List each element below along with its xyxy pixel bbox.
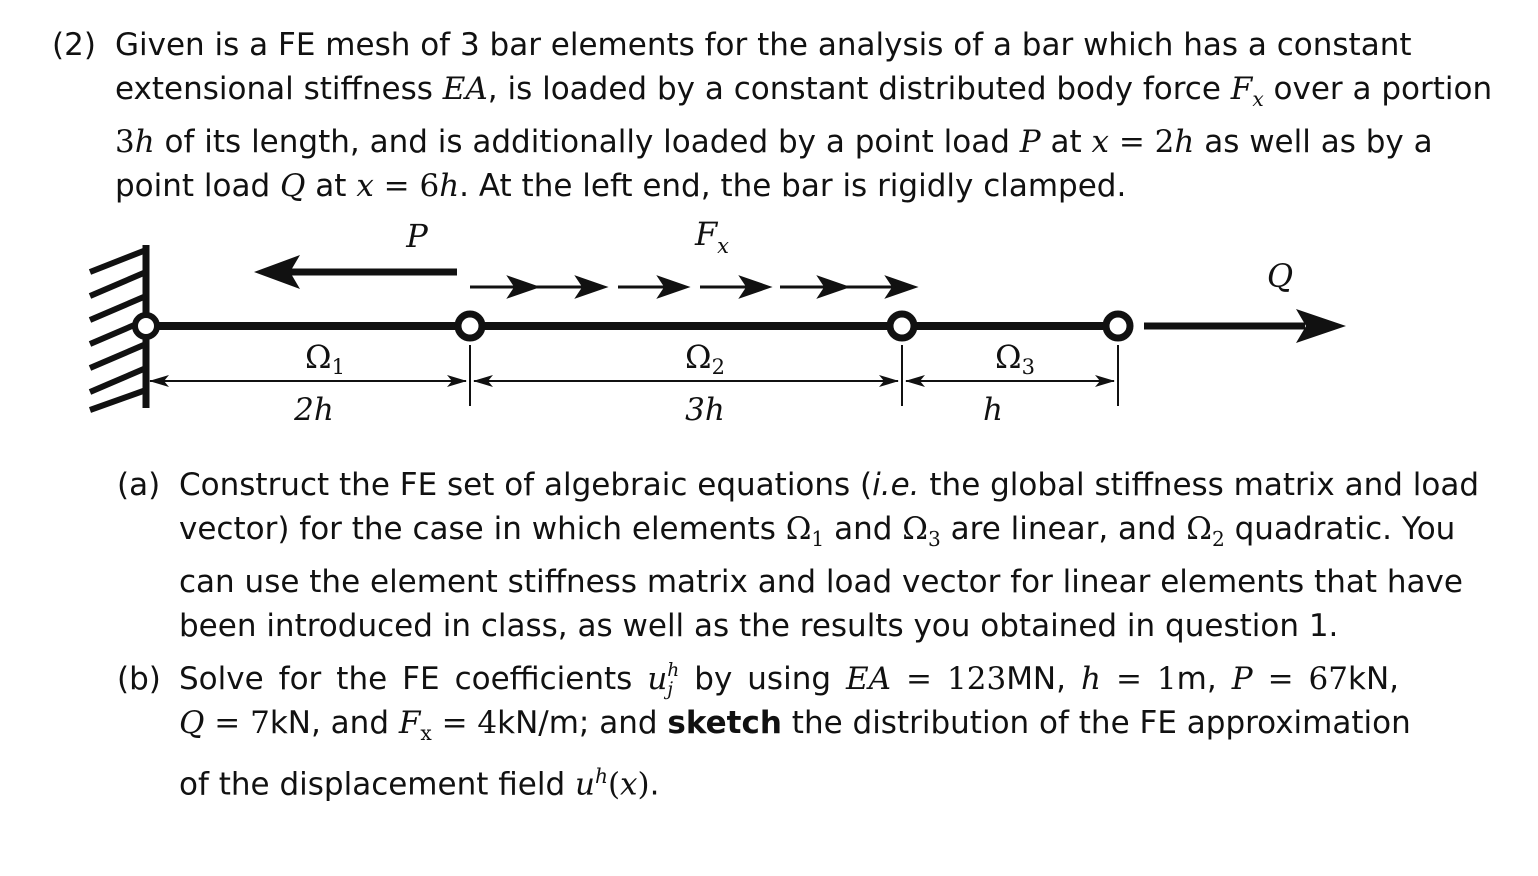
- load-P-label: P: [406, 217, 428, 255]
- text-line: Given is a FE mesh of 3 bar elements for the analysis of a bar which has a constant: [115, 27, 1412, 63]
- text-line: Construct the FE set of algebraic equations (i.e. the global stiffness matrix and load: [179, 467, 1480, 503]
- node-1: [135, 315, 157, 337]
- node-3: [890, 314, 914, 338]
- text-line: 3h of its length, and is additionally loaded by a point load P at x = 2h as well as by a: [115, 124, 1433, 161]
- text-line: vector) for the case in which elements $\Omega_1$ and $\Omega_3$ are linear, and $\Omega_2$ quadratic. You: [179, 510, 1456, 551]
- load-Fx-arrows: [470, 278, 914, 296]
- bar-mesh-figure: [0, 210, 1538, 440]
- element-label-1: Ω1: [305, 338, 345, 379]
- load-Q-arrow: [1144, 309, 1346, 343]
- part-a-text: [179, 464, 1480, 648]
- part-b-label: (b): [117, 661, 161, 697]
- element-label-3: Ω3: [995, 338, 1035, 379]
- problem-statement: [115, 24, 1493, 208]
- element-label-2: Ω2: [685, 338, 725, 379]
- text-line: Solve for the FE coefficients u h j by using EA = 123MN, h = 1m, P = 67kN,: [179, 659, 1399, 700]
- load-Fx-label: $F_x$: [694, 215, 730, 258]
- load-P-arrow: [254, 255, 457, 289]
- text-line: Q = 7kN, and $F_x = 4kN/m$; and sketch the distribution of the FE approximation: [179, 704, 1411, 745]
- text-line: can use the element stiffness matrix and load vector for linear elements that have: [179, 564, 1463, 601]
- text-line: extensional stiffness EA, is loaded by a constant distributed body force $F_x$ over a portion: [115, 70, 1493, 111]
- part-b-text: [179, 658, 1411, 807]
- part-a-label: (a): [117, 467, 161, 503]
- load-Q-label: Q: [1266, 257, 1294, 295]
- element-length-2: 3h: [685, 392, 725, 428]
- node-2: [458, 314, 482, 338]
- problem-number: (2): [52, 27, 96, 63]
- text-line: of the displacement field $u^h(x)$.: [179, 764, 660, 803]
- node-4: [1106, 314, 1130, 338]
- element-length-3: h: [983, 392, 1003, 428]
- text-line: point load Q at x = 6h. At the left end, the bar is rigidly clamped.: [115, 167, 1127, 204]
- element-length-1: 2h: [294, 392, 334, 428]
- text-line: been introduced in class, as well as the results you obtained in question 1.: [179, 607, 1339, 644]
